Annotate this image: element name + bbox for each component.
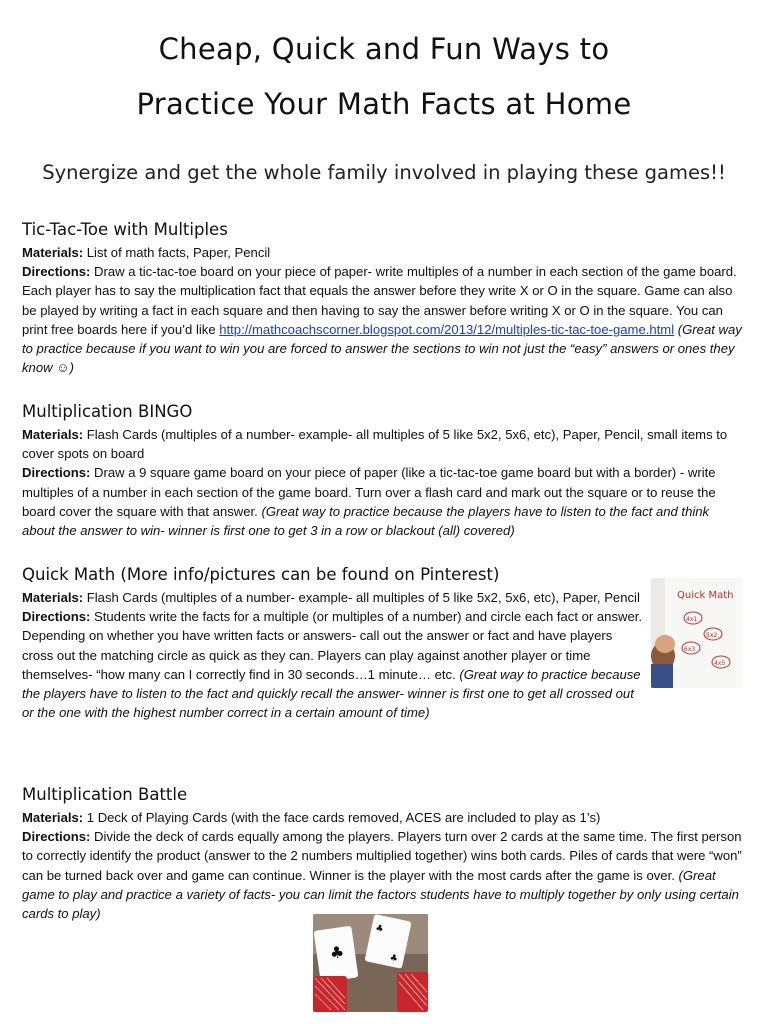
directions-label: Directions: — [22, 609, 91, 625]
section-quick-math — [22, 563, 742, 722]
board-fact-4: 4x5 — [714, 660, 726, 667]
section-heading: Multiplication Battle — [22, 785, 188, 804]
board-title-text: Quick Math — [677, 590, 734, 601]
board-fact-1: 4x1 — [686, 616, 698, 623]
materials-label: Materials: — [22, 590, 84, 605]
section-body — [22, 588, 644, 722]
section-tic-tac-toe — [22, 218, 742, 377]
tic-tac-toe-link[interactable]: http://mathcoachscorner.blogspot.com/2013/12/multiples-tic-tac-toe-game.html — [219, 321, 675, 337]
section-heading — [22, 563, 742, 587]
section-body — [22, 808, 742, 923]
playing-cards-photo-image — [313, 914, 428, 1012]
svg-text:♣: ♣ — [374, 923, 385, 936]
materials-label: Materials: — [22, 810, 84, 825]
section-heading-aside: (More info/pictures can be found on Pinterest) — [115, 565, 500, 584]
quick-math-photo-image — [651, 578, 742, 688]
directions-text: Divide the deck of cards equally among the players. Players turn over 2 cards at the same time. The first person to correctly identify the product (answer to the 2 numbers multiplied together) wins both cards. Piles of cards that were “won” can be turned back over and game can continue. Winner is the player with the most cards after the game is over. — [22, 829, 742, 883]
quick-math-photo — [651, 578, 742, 688]
note-text: (Great way to practice because the players have to listen to the fact and think about the answer to win- winner is first one to get 3 in a row or blackout (all) covered) — [22, 503, 710, 539]
directions-text: Students write the facts for a multiple (or multiples of a number) and circle each fact or answer. Depending on whether you have written facts or answers- call out the answer or fact and have players cross out the matching circle as quick as they can. Players can play against another player or time themselves- “how many can I correctly find in 30 seconds…1 minute… etc. — [22, 609, 643, 682]
section-body — [22, 425, 742, 540]
directions-label: Directions: — [22, 465, 91, 481]
section-heading: Multiplication BINGO — [22, 402, 193, 421]
materials-text: 1 Deck of Playing Cards (with the face cards removed, ACES are included to play as 1’s) — [83, 810, 601, 825]
board-fact-3: 6x3 — [684, 646, 696, 653]
page-title-line-1: Cheap, Quick and Fun Ways to — [158, 32, 610, 66]
section-heading-title: Quick Math — [22, 565, 116, 584]
materials-text: Flash Cards (multiples of a number- example- all multiples of 5 like 5x2, 5x6, etc), Paper, Pencil, small items to cover spots on board — [22, 427, 728, 462]
board-fact-2: 5x2 — [706, 632, 718, 639]
note-text: (Great way to practice because if you want to win you are forced to answer the sections to win not just the “easy” answers or ones they know ☺) — [22, 321, 742, 376]
materials-text: List of math facts, Paper, Pencil — [83, 245, 271, 260]
directions-label: Directions: — [22, 264, 91, 280]
page-title-line-2: Practice Your Math Facts at Home — [136, 87, 632, 121]
page-subtitle: Synergize and get the whole family involved in playing these games!! — [42, 161, 726, 184]
directions-text: Draw a 9 square game board on your piece of paper (like a tic-tac-toe game board but with a border) - write multiples of a number in each section of the game board. Turn over a flash card and mark out the square or to reuse the board cover the square with that answer. — [22, 465, 716, 519]
playing-cards-photo — [313, 914, 428, 1012]
directions-label: Directions: — [22, 829, 91, 845]
materials-label: Materials: — [22, 245, 84, 260]
section-multiplication-battle — [22, 783, 742, 923]
note-text: (Great way to practice because the players have to listen to the fact and quickly recall the answer- winner is first one to get all crossed out or the one with the highest number correct in a certain amount of time) — [22, 666, 641, 721]
section-multiplication-bingo — [22, 400, 742, 540]
section-body — [22, 243, 742, 377]
svg-text:♣: ♣ — [388, 953, 399, 965]
svg-text:♣: ♣ — [328, 942, 346, 963]
materials-label: Materials: — [22, 427, 84, 442]
directions-text: Draw a tic-tac-toe board on your piece of paper- write multiples of a number in each section of the game board. Each player has to say the multiplication fact that equals the answer before they write X or O in the square. Game can also be played by writing a fact in each square and then having to say the answer before writing X or O in the square. You can print free boards here if you’d like — [22, 264, 737, 337]
materials-text: Flash Cards (multiples of a number- example- all multiples of 5 like 5x2, 5x6, etc), Paper, Pencil — [83, 590, 640, 605]
note-text: (Great game to play and practice a variety of facts- you can limit the factors students have to multiply together by only using certain cards to play) — [22, 867, 739, 922]
section-heading: Tic-Tac-Toe with Multiples — [22, 220, 228, 239]
